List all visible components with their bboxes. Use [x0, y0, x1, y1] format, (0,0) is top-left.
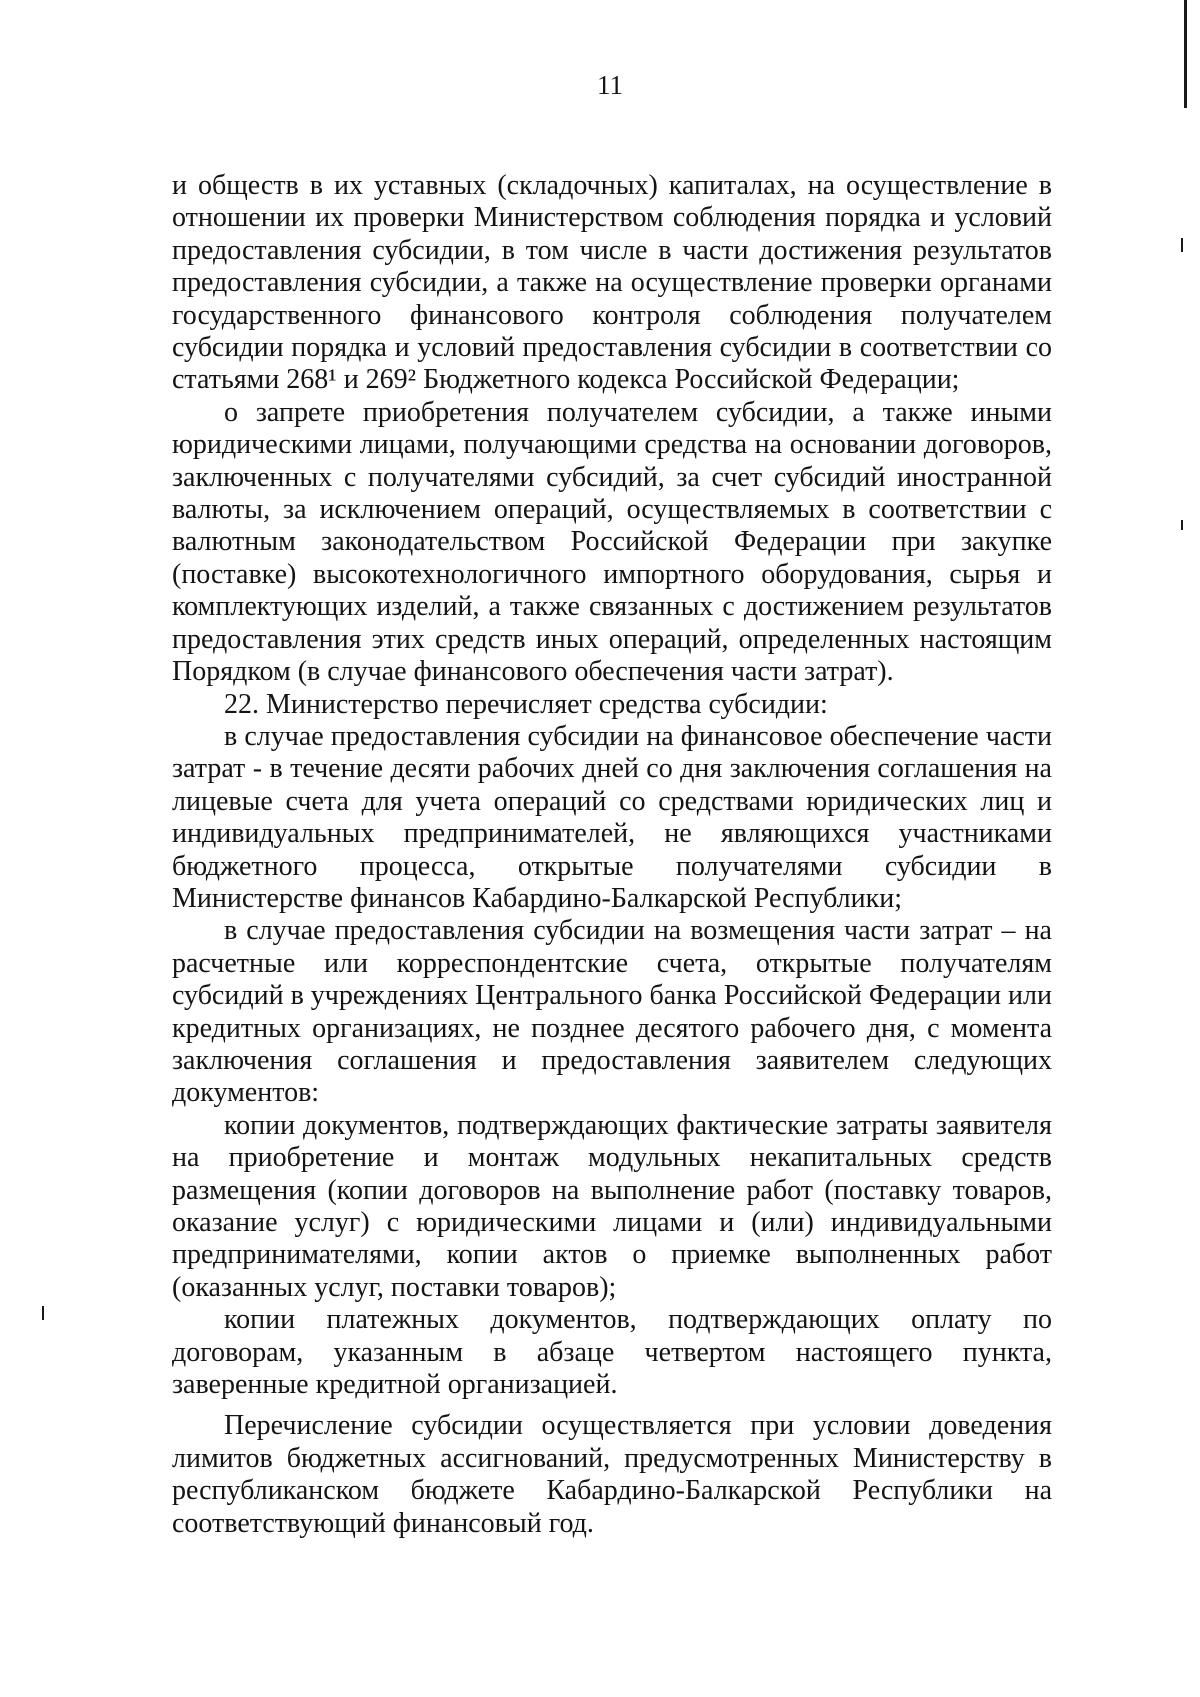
- paragraph-cost-documents: копии документов, подтверждающих фактические затраты заявителя на приобретение и монтаж модульных некапитальных средств размещения (копии договоров на выполнение работ (поставку товаров, оказание услуг) с юридическими лицами и (или) индивидуальными предпринимателями, копии актов о приемке выполненных работ (оказанных услуг, поставки товаров);: [172, 1109, 1052, 1303]
- paragraph-continuation: и обществ в их уставных (складочных) капиталах, на осуществление в отношении их проверки Министерством соблюдения порядка и условий предоставления субсидии, в том числе в части достижения результатов предоставления субсидии, а также на осуществление проверки органами государственного финансового контроля соблюдения получателем субсидии порядка и условий предоставления субсидии в соответствии со статьями 268¹ и 269² Бюджетного кодекса Российской Федерации;: [172, 170, 1052, 396]
- scan-edge-mark: [1181, 238, 1183, 252]
- paragraph-currency-ban: о запрете приобретения получателем субсидии, а также иными юридическими лицами, получающими средства на основании договоров, заключенных с получателями субсидий, за счет субсидий иностранной валюты, за исключением операций, осуществляемых в соответствии с валютным законодательством Российской Федерации при закупке (поставке) высокотехнологичного импортного оборудования, сырья и комплектующих изделий, а также связанных с достижением результатов предоставления этих средств иных операций, определенных настоящим Порядком (в случае финансового обеспечения части затрат).: [172, 396, 1052, 688]
- scan-edge-mark: [1181, 520, 1183, 530]
- document-body: [172, 170, 1052, 1540]
- paragraph-financial-support: в случае предоставления субсидии на финансовое обеспечение части затрат - в течение десяти рабочих дней со дня заключения соглашения на лицевые счета для учета операций со средствами юридических лиц и индивидуальных предпринимателей, не являющихся участниками бюджетного процесса, открытые получателями субсидии в Министерстве финансов Кабардино-Балкарской Республики;: [172, 720, 1052, 914]
- paragraph-transfer-condition: Перечисление субсидии осуществляется при условии доведения лимитов бюджетных ассигнований, предусмотренных Министерству в республиканском бюджете Кабардино-Балкарской Республики на соответствующий финансовый год.: [172, 1410, 1052, 1539]
- paragraph-item-22: 22. Министерство перечисляет средства субсидии:: [224, 688, 828, 720]
- paragraph-payment-documents: копии платежных документов, подтверждающих оплату по договорам, указанным в абзаце четвертом настоящего пункта, заверенные кредитной организацией.: [172, 1304, 1052, 1401]
- scan-edge-mark: [42, 1306, 44, 1320]
- paragraph-reimbursement: в случае предоставления субсидии на возмещения части затрат – на расчетные или корреспондентские счета, открытые получателям субсидий в учреждениях Центрального банка Российской Федерации или кредитных организациях, не позднее десятого рабочего дня, с момента заключения соглашения и предоставления заявителем следующих документов:: [172, 915, 1052, 1109]
- page-number: 11: [597, 70, 623, 100]
